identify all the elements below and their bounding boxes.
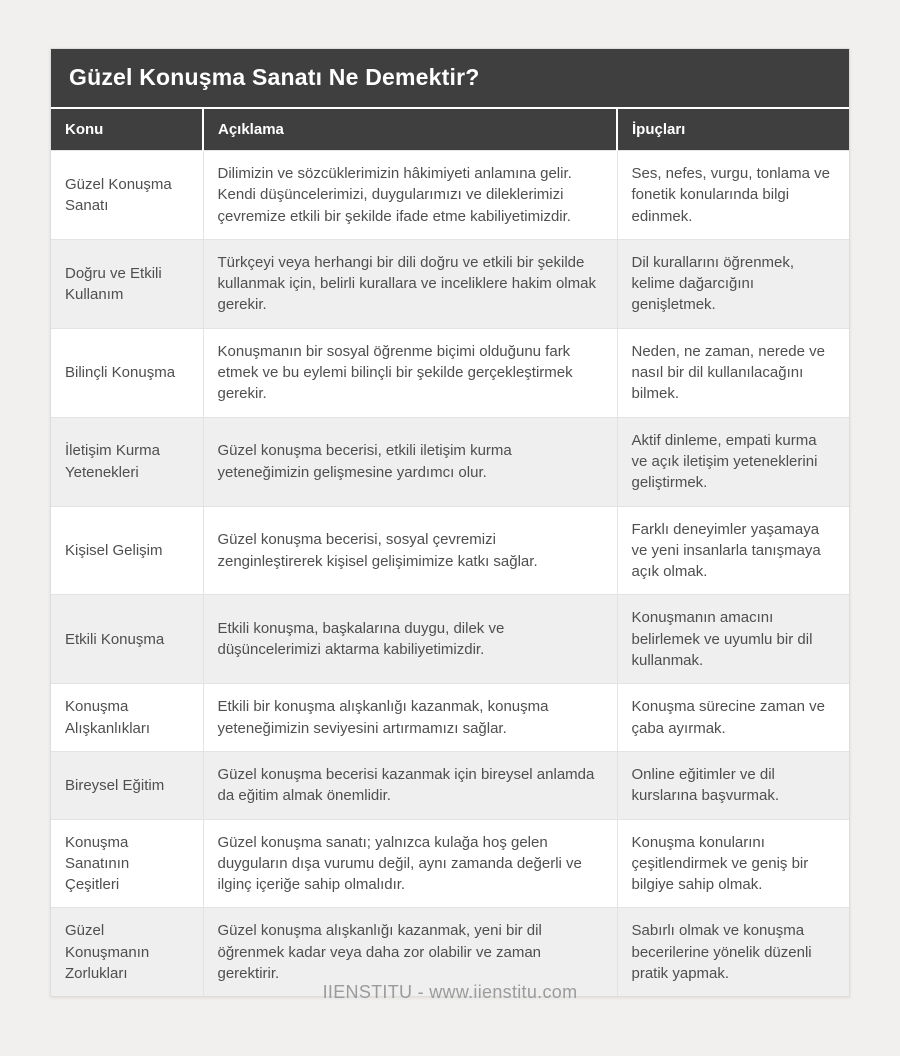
cell-konu: Kişisel Gelişim [51, 506, 203, 595]
table-row [51, 684, 849, 752]
table-row [51, 751, 849, 819]
cell-aciklama: Türkçeyi veya herhangi bir dili doğru ve etkili bir şekilde kullanmak için, belirli kurallara ve inceliklere hakim olmak gerekir. [203, 239, 617, 328]
cell-ipuclari: Neden, ne zaman, nerede ve nasıl bir dil kullanılacağını bilmek. [617, 328, 849, 417]
cell-konu: İletişim Kurma Yetenekleri [51, 417, 203, 506]
cell-konu: Bilinçli Konuşma [51, 328, 203, 417]
column-header-aciklama: Açıklama [203, 108, 617, 151]
table-row [51, 239, 849, 328]
table-row [51, 417, 849, 506]
cell-konu: Doğru ve Etkili Kullanım [51, 239, 203, 328]
cell-ipuclari: Aktif dinleme, empati kurma ve açık iletişim yeteneklerini geliştirmek. [617, 417, 849, 506]
cell-ipuclari: Online eğitimler ve dil kurslarına başvurmak. [617, 751, 849, 819]
column-header-ipuclari: İpuçları [617, 108, 849, 151]
cell-aciklama: Güzel konuşma sanatı; yalnızca kulağa hoş gelen duyguların dışa vurumu değil, aynı zamanda değerli ve ilginç içeriğe sahip olmalıdır. [203, 819, 617, 908]
cell-aciklama: Güzel konuşma becerisi, etkili iletişim kurma yeteneğimizin gelişmesine yardımcı olur. [203, 417, 617, 506]
cell-ipuclari: Dil kurallarını öğrenmek, kelime dağarcığını genişletmek. [617, 239, 849, 328]
table-row [51, 328, 849, 417]
table-header-row [51, 108, 849, 151]
cell-ipuclari: Sabırlı olmak ve konuşma becerilerine yönelik düzenli pratik yapmak. [617, 908, 849, 996]
cell-konu: Etkili Konuşma [51, 595, 203, 684]
cell-konu: Konuşma Sanatının Çeşitleri [51, 819, 203, 908]
cell-ipuclari: Ses, nefes, vurgu, tonlama ve fonetik konularında bilgi edinmek. [617, 151, 849, 240]
column-header-konu: Konu [51, 108, 203, 151]
table-row [51, 506, 849, 595]
table-row [51, 151, 849, 240]
cell-konu: Bireysel Eğitim [51, 751, 203, 819]
cell-aciklama: Güzel konuşma alışkanlığı kazanmak, yeni bir dil öğrenmek kadar veya daha zor olabilir ve zaman gerektirir. [203, 908, 617, 996]
cell-konu: Güzel Konuşmanın Zorlukları [51, 908, 203, 996]
footer-credit: IIENSTITU - www.iienstitu.com [322, 982, 578, 1002]
cell-ipuclari: Konuşmanın amacını belirlemek ve uyumlu bir dil kullanmak. [617, 595, 849, 684]
cell-ipuclari: Konuşma konularını çeşitlendirmek ve geniş bir bilgiye sahip olmak. [617, 819, 849, 908]
table-row [51, 595, 849, 684]
cell-ipuclari: Konuşma sürecine zaman ve çaba ayırmak. [617, 684, 849, 752]
page-title: Güzel Konuşma Sanatı Ne Demektir? [51, 49, 849, 107]
cell-aciklama: Etkili konuşma, başkalarına duygu, dilek ve düşüncelerimizi aktarma kabiliyetimizdir. [203, 595, 617, 684]
content-card [50, 48, 850, 997]
cell-aciklama: Etkili bir konuşma alışkanlığı kazanmak, konuşma yeteneğimizin seviyesini artırmamızı sağlar. [203, 684, 617, 752]
cell-konu: Konuşma Alışkanlıkları [51, 684, 203, 752]
cell-aciklama: Dilimizin ve sözcüklerimizin hâkimiyeti anlamına gelir. Kendi düşüncelerimizi, duygularımızı ve dileklerimizi çevremize etkili bir şekilde ifade etme kabiliyetimizdir. [203, 151, 617, 240]
cell-konu: Güzel Konuşma Sanatı [51, 151, 203, 240]
cell-ipuclari: Farklı deneyimler yaşamaya ve yeni insanlarla tanışmaya açık olmak. [617, 506, 849, 595]
content-table [51, 107, 849, 996]
cell-aciklama: Güzel konuşma becerisi, sosyal çevremizi zenginleştirerek kişisel gelişimimize katkı sağlar. [203, 506, 617, 595]
cell-aciklama: Konuşmanın bir sosyal öğrenme biçimi olduğunu fark etmek ve bu eylemi bilinçli bir şekilde gerçekleştirmek gerekir. [203, 328, 617, 417]
cell-aciklama: Güzel konuşma becerisi kazanmak için bireysel anlamda da eğitim almak önemlidir. [203, 751, 617, 819]
table-row [51, 819, 849, 908]
